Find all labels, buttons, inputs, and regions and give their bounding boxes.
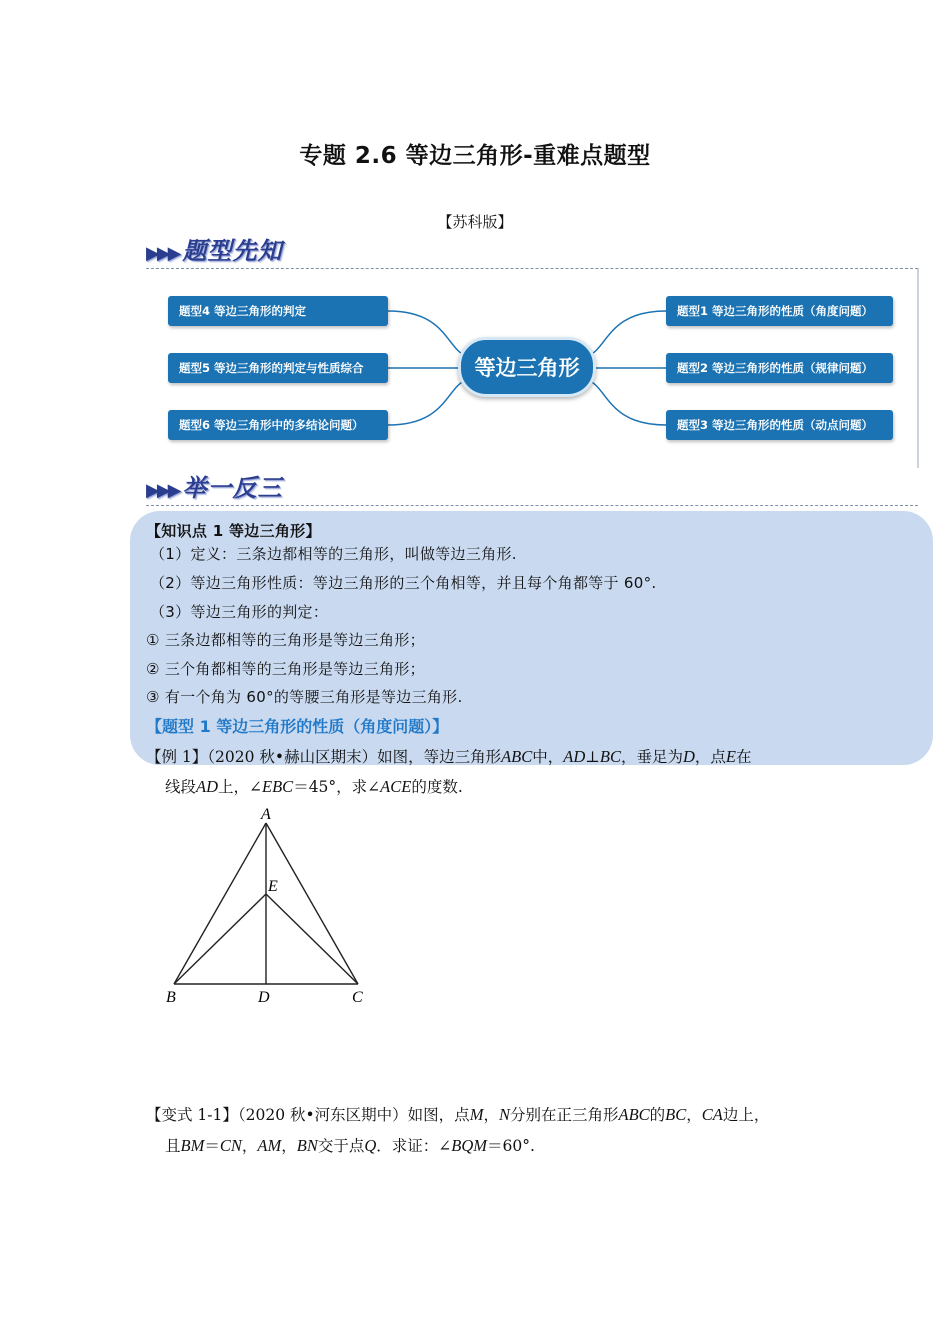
edition-label: 【苏科版】 [437, 213, 513, 231]
text: ．求证：∠ [376, 1137, 452, 1155]
triple-arrow-icon: ▶▶▶ [146, 243, 179, 264]
type1-heading: 【题型 1 等边三角形的性质（角度问题）】 [146, 717, 449, 736]
var: Q [364, 1136, 377, 1155]
mindmap-node-type1: 题型1 等边三角形的性质（角度问题） [666, 296, 893, 326]
knowledge-line: （2）等边三角形性质：等边三角形的三个角相等，并且每个角都等于 60°. [150, 574, 657, 592]
text: 交于点 [317, 1137, 365, 1155]
text: 在 [736, 748, 752, 766]
mindmap-node-type5: 题型5 等边三角形的判定与性质综合 [168, 353, 388, 383]
text: 且 [165, 1137, 181, 1155]
perp-symbol: ⊥ [585, 748, 600, 766]
var: EBC [262, 777, 294, 796]
var: AD [563, 747, 586, 766]
text: ＝ [204, 1137, 220, 1155]
text: 线段 [165, 778, 197, 796]
variant1-label: 【变式 1-1】 [146, 1106, 238, 1124]
label-b: B [166, 989, 176, 1006]
knowledge-line: （1）定义：三条边都相等的三角形，叫做等边三角形. [150, 545, 517, 563]
example1-label: 【例 1】 [146, 748, 208, 766]
variant1-source: （2020 秋•河东区期中） [237, 1106, 408, 1124]
triple-arrow-icon: ▶▶▶ [146, 480, 179, 501]
section-head-preview-text: 题型先知 [182, 237, 283, 265]
page-title: 专题 2.6 等边三角形-重难点题型 [299, 143, 651, 169]
example1-line1 [146, 745, 752, 767]
variant1-line2 [165, 1134, 535, 1156]
var: N [498, 1105, 510, 1124]
var: M [469, 1105, 484, 1124]
text: 的度数. [411, 778, 463, 796]
text: ＝45°，求∠ [293, 778, 381, 796]
label-e: E [268, 878, 278, 895]
example1-source: （2020 秋•赫山区期末） [207, 748, 378, 766]
text: ，垂足为 [620, 748, 683, 766]
var: BC [665, 1105, 687, 1124]
triangle-figure [150, 803, 380, 1013]
mindmap-center-node: 等边三角形 [458, 337, 596, 397]
knowledge-line: （3）等边三角形的判定： [150, 603, 329, 621]
var: D [682, 747, 695, 766]
var: BC [599, 747, 621, 766]
label-d: D [258, 989, 270, 1006]
var: BQM [451, 1136, 488, 1155]
text: ， [241, 1137, 258, 1155]
knowledge-line: ② 三个角都相等的三角形是等边三角形； [146, 660, 425, 678]
var: E [725, 747, 736, 766]
var: AD [196, 777, 219, 796]
text: 边上， [722, 1106, 770, 1124]
text: ， [281, 1137, 297, 1155]
label-c: C [352, 989, 363, 1006]
text: 如图，点 [407, 1106, 470, 1124]
divider-bottom [146, 505, 918, 506]
text: 中， [532, 748, 564, 766]
var: BN [296, 1136, 318, 1155]
var: ACE [380, 777, 412, 796]
text: 上，∠ [218, 778, 263, 796]
knowledge-title: 【知识点 1 等边三角形】 [146, 522, 321, 540]
mindmap [146, 268, 920, 468]
text: ＝60°. [487, 1137, 535, 1155]
label-a: A [261, 806, 271, 823]
variant1-line1 [146, 1103, 769, 1125]
mindmap-node-type4: 题型4 等边三角形的判定 [168, 296, 388, 326]
text: ， [483, 1106, 499, 1124]
var: BM [180, 1136, 205, 1155]
mindmap-node-type6: 题型6 等边三角形中的多结论问题） [168, 410, 388, 440]
knowledge-line: ① 三条边都相等的三角形是等边三角形； [146, 631, 425, 649]
var: AM [257, 1136, 282, 1155]
text: ，点 [694, 748, 726, 766]
mindmap-node-type3: 题型3 等边三角形的性质（动点问题） [666, 410, 893, 440]
var: CA [701, 1105, 723, 1124]
var: ABC [501, 747, 533, 766]
text: 如图，等边三角形 [377, 748, 502, 766]
text: ， [686, 1106, 702, 1124]
text: 分别在正三角形 [509, 1106, 619, 1124]
mindmap-node-type2: 题型2 等边三角形的性质（规律问题） [666, 353, 893, 383]
text: 的 [649, 1106, 666, 1124]
knowledge-line: ③ 有一个角为 60°的等腰三角形是等边三角形. [146, 688, 463, 706]
var: CN [219, 1136, 242, 1155]
section-head-practice [146, 468, 283, 503]
var: ABC [618, 1105, 650, 1124]
section-head-preview [146, 231, 283, 266]
example1-line2 [165, 775, 463, 797]
section-head-practice-text: 举一反三 [182, 474, 283, 502]
